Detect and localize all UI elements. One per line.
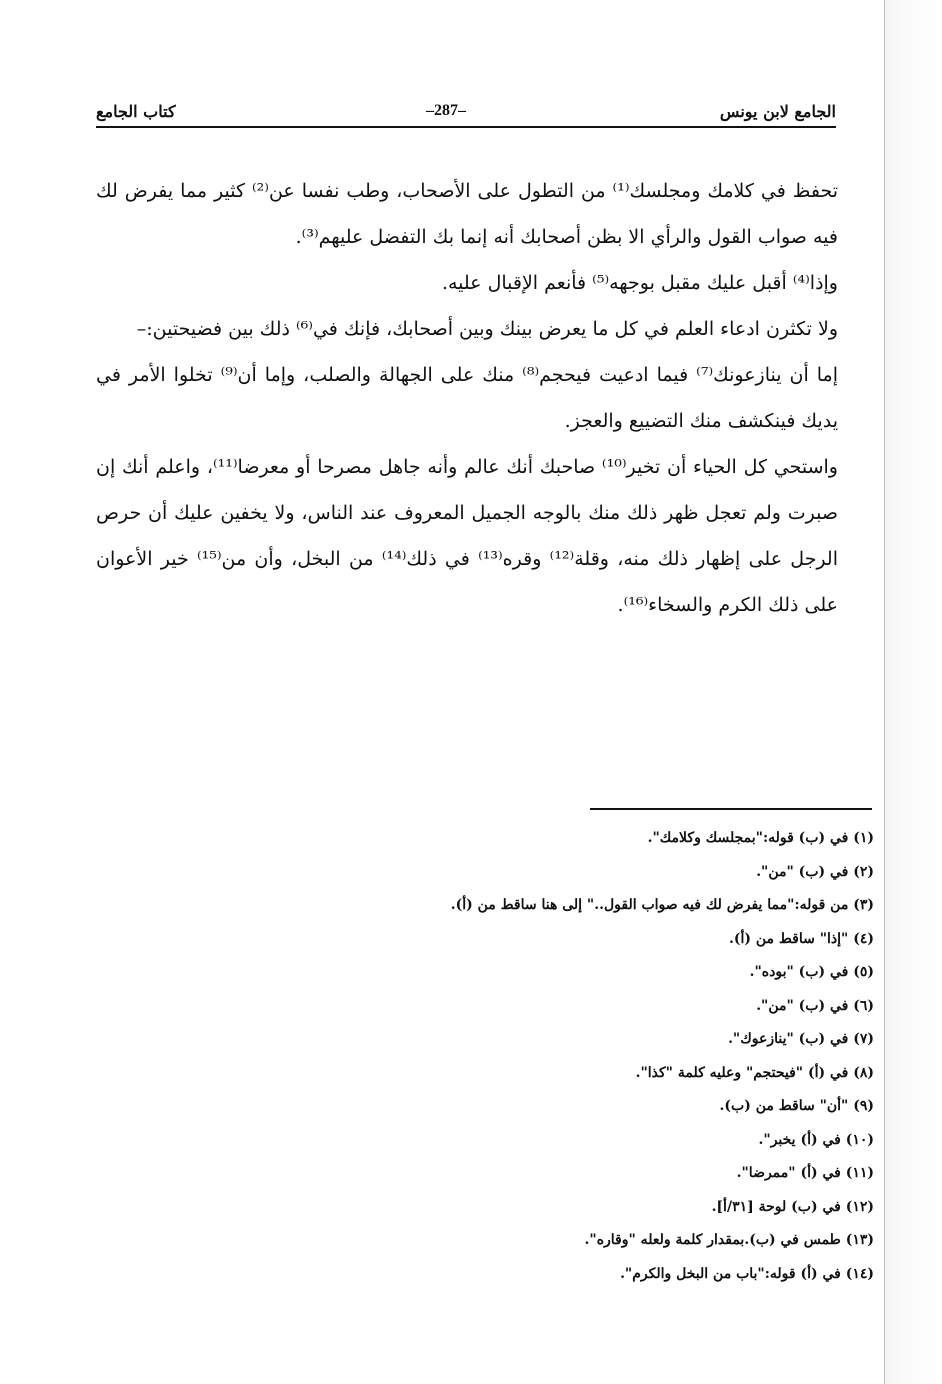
paragraph: واستحي كل الحياء أن تخير⁽¹⁰⁾ صاحبك أنك عالم وأنه جاهل مصرحا أو معرضا⁽¹¹⁾، واعلم أنك إن صبرت ولم تعجل ظهر ذلك منك بالوجه الجميل المعروف عند الناس، ولا يخفين عليك أن حرص الرجل على إظهار ذلك منه، وقلة⁽¹²⁾ وقره⁽¹³⁾ في ذلك⁽¹⁴⁾ من البخل، وأن من⁽¹⁵⁾ خير الأعوان على ذلك الكرم والسخاء⁽¹⁶⁾. [96,456,838,616]
footnote: (٧) في (ب) "ينازعوك". [728,1031,874,1047]
footnote: (١٤) في (أ) قوله:"باب من البخل والكرم". [620,1265,874,1282]
paragraph: ولا تكثرن ادعاء العلم في كل ما يعرض بينك وبين أصحابك، فإنك في⁽⁶⁾ ذلك بين فضيحتين:– [136,318,838,340]
paragraph: إما أن ينازعونك⁽⁷⁾ فيما ادعيت فيحجم⁽⁸⁾ منك على الجهالة والصلب، وإما أن⁽⁹⁾ تخلوا الأمر في يديك فينكشف منك التضييع والعجز. [96,364,838,432]
binding-gutter-line [884,0,885,1384]
paragraph: وإذا⁽⁴⁾ أقبل عليك مقبل بوجهه⁽⁵⁾ فأنعم الإقبال عليه. [441,272,838,294]
footnote: (٢) في (ب) "من". [756,863,874,880]
footnote: (١٣) طمس في (ب).بمقدار كلمة ولعله "وقاره". [584,1232,874,1248]
footnote: (٦) في (ب) "من". [756,997,874,1014]
footnote: (٩) "أن" ساقط من (ب). [719,1098,874,1114]
footnote: (٥) في (ب) "بوده". [749,964,874,980]
footnote: (١٠) في (أ) يخبر". [758,1131,874,1148]
running-header [96,98,836,128]
header-page-number: –287– [426,102,466,119]
footnote: (١١) في (أ) "ممرضا". [736,1165,874,1181]
footnotes-list [96,822,874,1291]
footnote: (١٢) في (ب) لوحة [٣١/أ]. [711,1198,874,1215]
binding-gutter-shade [885,0,942,1384]
header-section-title: كتاب الجامع [96,102,176,121]
main-text [96,168,838,628]
footnote: (١) في (ب) قوله:"بمجلسك وكلامك". [647,830,874,846]
paragraph: تحفظ في كلامك ومجلسك⁽¹⁾ من التطول على الأصحاب، وطب نفسا عن⁽²⁾ كثير مما يفرض لك فيه صواب القول والرأي الا بظن أصحابك أنه إنما بك التفضل عليهم⁽³⁾. [96,180,838,248]
footnote: (٨) في (أ) "فيحتجم" وعليه كلمة "كذا". [635,1064,874,1081]
footnote: (٤) "إذا" ساقط من (أ). [728,930,874,947]
header-book-author: الجامع لابن يونس [719,102,836,121]
footnote: (٣) من قوله:"مما يفرض لك فيه صواب القول.." إلى هنا ساقط من (أ). [450,897,874,913]
footnote-separator [590,808,872,810]
